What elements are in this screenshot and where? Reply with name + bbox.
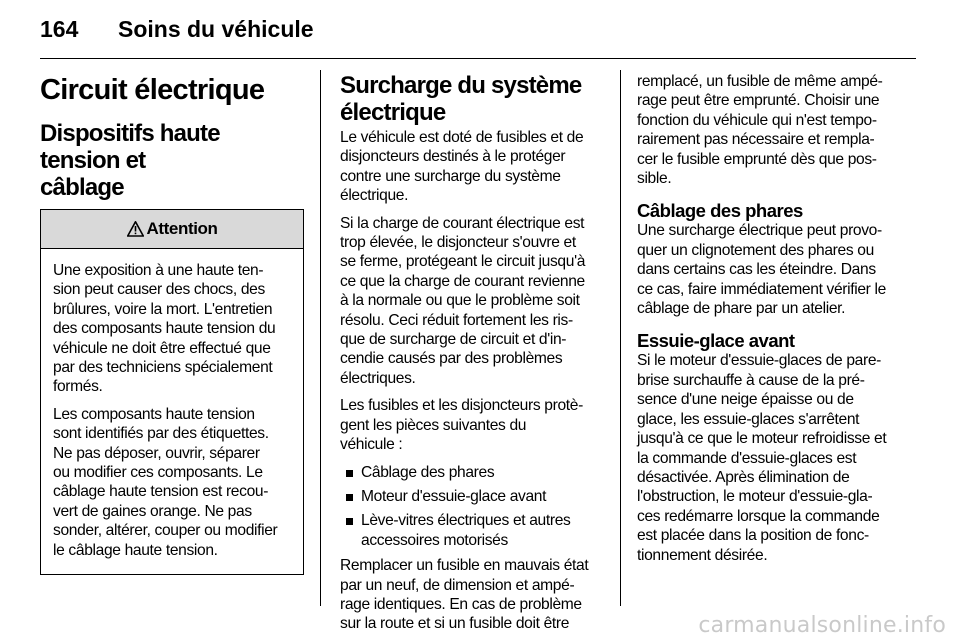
section-title: Soins du véhicule: [118, 16, 314, 42]
overload-paragraph-4: Remplacer un fusible en mauvais état par un neuf, de dimension et ampé- rage identiques. En cas de problème sur la route et si un fusible doit être: [340, 557, 589, 633]
watermark: carmanualsonline.info: [698, 613, 946, 638]
overload-paragraph-2: Si la charge de courant électrique est trop élevée, le disjoncteur s'ouvre et se ferme, protégeant le circuit jusqu'à ce que la charge de courant revienne à la normale ou que le problème soit résolu. Ceci réduit fortement les ris- que de surcharge de circuit et d'in- cendie causés par des problèmes électriques.: [340, 214, 586, 387]
column-middle: [340, 72, 604, 642]
front-wiper-paragraph: Si le moteur d'essuie-glaces de pare- brise surchauffe à cause de la pré- sence d'une neige épaisse ou de glace, les essuie-glaces s'arrêtent jusqu'à ce que le moteur refroidisse et la commande d'essuie-glaces est désactivée. Après élimination de l'obstruction, le moteur d'essuie-gla- ces redémarre lorsque la commande est placée dans la position de fonc- tionnement désirée.: [637, 352, 887, 564]
warning-body: [41, 249, 303, 574]
overload-paragraph-3: Les fusibles et les disjoncteurs protè- gent les pièces suivantes du véhicule :: [340, 397, 583, 454]
overload-title-line2: électrique: [340, 99, 446, 126]
subsection-title-line2: câblage: [40, 174, 124, 201]
overload-title-line1: Surcharge du système: [340, 72, 582, 99]
fuse-continuation-paragraph: remplacé, un fusible de même ampé- rage peut être emprunté. Choisir une fonction du véhicule qui n'est tempo- rairement pas nécessaire et rempla- cer le fusible emprunté dès que pos- sible.: [637, 73, 883, 188]
list-item: Moteur d'essuie-glace avant: [340, 487, 604, 506]
chapter-title: Circuit électrique: [40, 74, 265, 106]
protected-parts-list: [340, 463, 604, 551]
warning-header: [41, 210, 303, 249]
warning-box: [40, 209, 304, 575]
column-left: [40, 72, 304, 575]
page-number: 164: [40, 16, 79, 42]
warning-paragraph-1: Une exposition à une haute ten- sion peut causer des chocs, des brûlures, voire la mort. L'entretien des composants haute tension du véhicule ne doit être effectué que par des techniciens spécialement formés.: [53, 262, 276, 396]
subsection-title-line1: Dispositifs haute tension et: [40, 120, 220, 174]
warning-paragraph-2: Les composants haute tension sont identifiés par des étiquettes. Ne pas déposer, ouvrir, séparer ou modifier ces composants. Le câblage haute tension est recou- vert de gaines orange. Ne pas sonder, altérer, couper ou modifier le câblage haute tension.: [53, 405, 278, 559]
column-divider-1: [320, 70, 321, 606]
overload-paragraph-1: Le véhicule est doté de fusibles et de disjoncteurs destinés à le protéger contre une surcharge du système électrique.: [340, 129, 584, 205]
column-right: [637, 72, 903, 573]
warning-triangle-icon: [127, 221, 144, 237]
overload-title: [340, 72, 604, 126]
subsection-title: [40, 120, 304, 201]
warning-heading: Attention: [146, 219, 218, 238]
headlamp-wiring-paragraph: Une surcharge électrique peut provo- quer un clignotement des phares ou dans certains cas les éteindre. Dans ce cas, faire immédiatement vérifier le câblage de phare par un atelier.: [637, 222, 886, 318]
list-item: Câblage des phares: [340, 463, 604, 482]
headlamp-wiring-heading: Câblage des phares: [637, 200, 803, 222]
list-item: Lève-vitres électriques et autres accessoires motorisés: [340, 511, 604, 550]
front-wiper-heading: Essuie-glace avant: [637, 330, 795, 352]
column-divider-2: [620, 70, 621, 606]
header-rule: [40, 58, 916, 59]
